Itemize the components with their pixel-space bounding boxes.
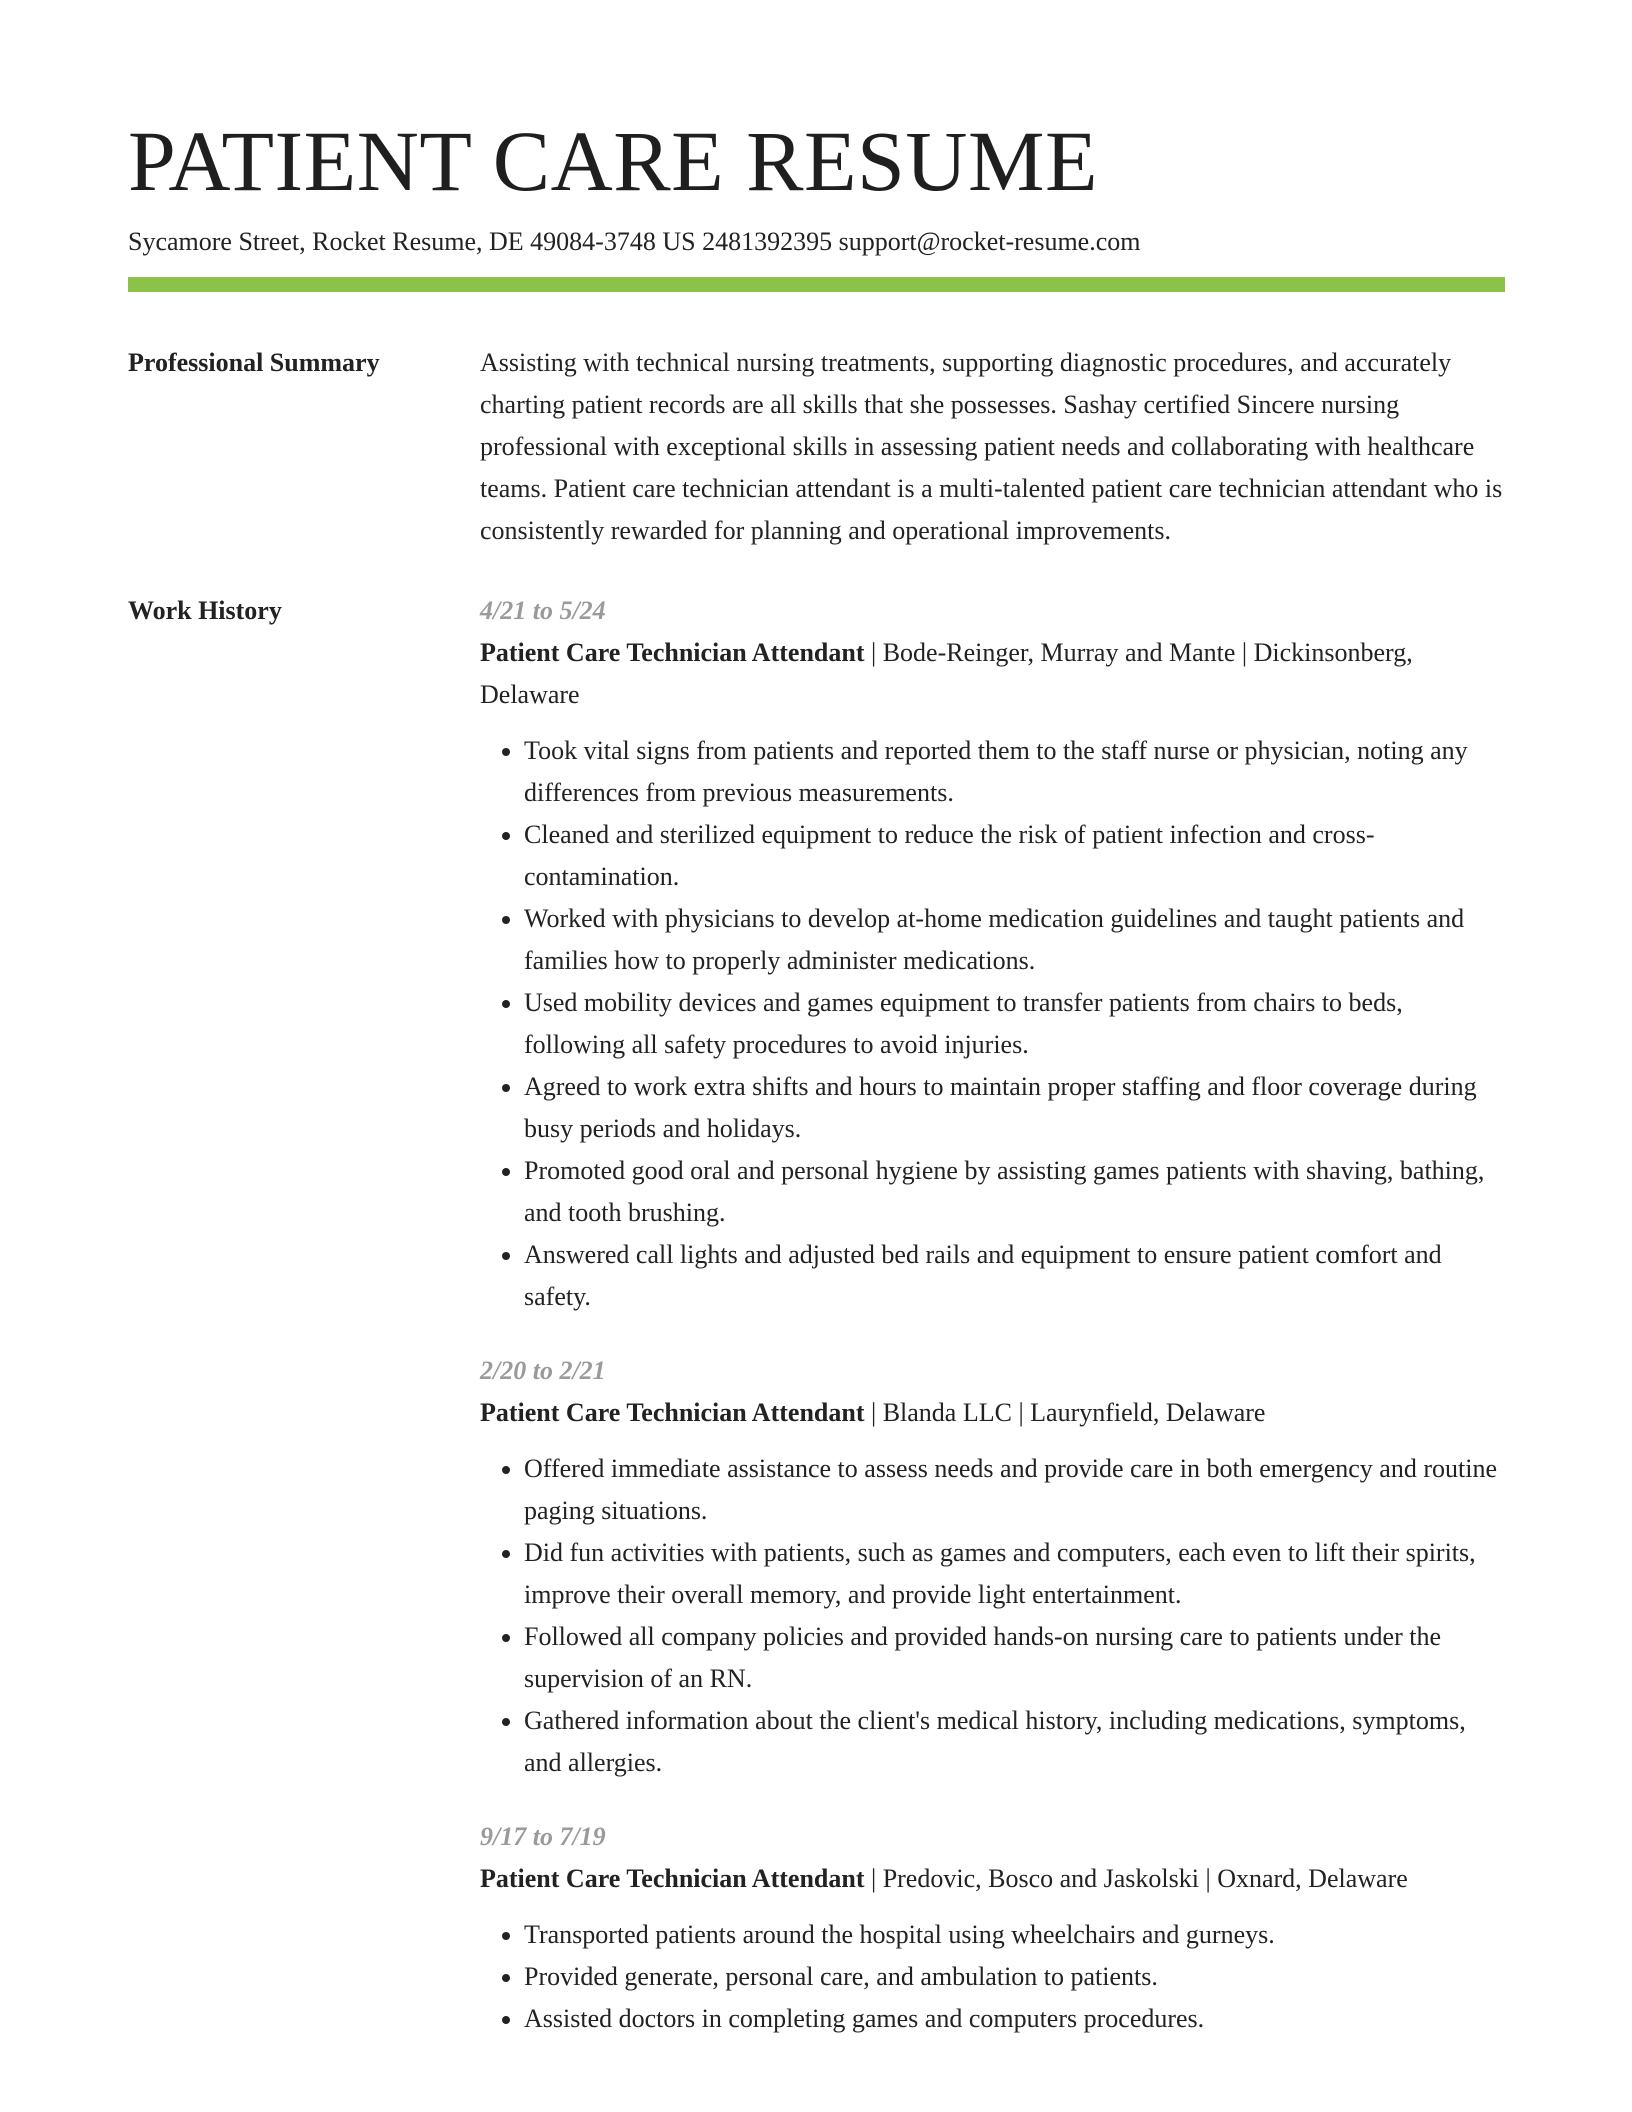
job-details: | Predovic, Bosco and Jaskolski | Oxnard, Delaware xyxy=(864,1864,1408,1894)
job-bullet: • Assisted doctors in completing games and computers procedures. xyxy=(524,1998,1505,2040)
job-entry xyxy=(480,1816,1505,2040)
job-bullet: • Did fun activities with patients, such as games and computers, each even to lift their spirits, improve their overall memory, and provide light entertainment. xyxy=(524,1532,1505,1616)
job-bullet: • Took vital signs from patients and reported them to the staff nurse or physician, noting any differences from previous measurements. xyxy=(524,730,1505,814)
contact-email: support@rocket-resume.com xyxy=(838,227,1141,256)
job-entry xyxy=(480,590,1505,1318)
job-bullets xyxy=(480,1914,1505,2040)
job-title: Patient Care Technician Attendant xyxy=(480,1398,865,1428)
job-dates: 4/21 to 5/24 xyxy=(480,596,606,626)
job-bullet: • Transported patients around the hospital using wheelchairs and gurneys. xyxy=(524,1914,1505,1956)
header-divider xyxy=(128,277,1505,292)
job-dates: 9/17 to 7/19 xyxy=(480,1822,606,1852)
job-bullets xyxy=(480,1448,1505,1784)
job-bullet: • Gathered information about the client's medical history, including medications, symptoms, and allergies. xyxy=(524,1700,1505,1784)
job-bullet: • Followed all company policies and provided hands-on nursing care to patients under the supervision of an RN. xyxy=(524,1616,1505,1700)
job-title: Patient Care Technician Attendant xyxy=(480,1864,865,1894)
job-bullet: • Offered immediate assistance to assess needs and provide care in both emergency and routine paging situations. xyxy=(524,1448,1505,1532)
resume-page xyxy=(128,113,1505,2040)
job-details: | Bode-Reinger, Murray and Mante | Dickinsonberg, Delaware xyxy=(480,638,1413,710)
job-header xyxy=(480,1392,1505,1434)
work-history-section xyxy=(128,590,1505,2040)
job-header xyxy=(480,1858,1505,1900)
professional-summary-section xyxy=(128,342,1505,552)
job-header xyxy=(480,632,1505,716)
job-bullet: • Promoted good oral and personal hygiene by assisting games patients with shaving, bathing, and tooth brushing. xyxy=(524,1150,1505,1234)
section-label-work-history: Work History xyxy=(128,596,282,626)
job-bullet: • Cleaned and sterilized equipment to reduce the risk of patient infection and cross-contamination. xyxy=(524,814,1505,898)
job-bullet: • Used mobility devices and games equipment to transfer patients from chairs to beds, following all safety procedures to avoid injuries. xyxy=(524,982,1505,1066)
job-bullet: • Answered call lights and adjusted bed rails and equipment to ensure patient comfort and safety. xyxy=(524,1234,1505,1318)
section-label-summary: Professional Summary xyxy=(128,348,380,378)
job-bullet: • Worked with physicians to develop at-home medication guidelines and taught patients and families how to properly administer medications. xyxy=(524,898,1505,982)
job-bullets xyxy=(480,730,1505,1318)
job-list xyxy=(480,590,1505,2040)
job-details: | Blanda LLC | Laurynfield, Delaware xyxy=(864,1398,1266,1428)
resume-title: PATIENT CARE RESUME xyxy=(128,113,1098,209)
job-dates: 2/20 to 2/21 xyxy=(480,1356,606,1386)
contact-line xyxy=(128,226,1505,257)
job-bullet: • Agreed to work extra shifts and hours to maintain proper staffing and floor coverage during busy periods and holidays. xyxy=(524,1066,1505,1150)
contact-address: Sycamore Street, Rocket Resume, DE 49084-3748 US xyxy=(128,227,696,256)
job-bullet: • Provided generate, personal care, and ambulation to patients. xyxy=(524,1956,1505,1998)
contact-phone: 2481392395 xyxy=(702,227,833,256)
summary-text: Assisting with technical nursing treatments, supporting diagnostic procedures, and accurately charting patient records are all skills that she possesses. Sashay certified Sincere nursing professional with exceptional skills in assessing patient needs and collaborating with healthcare teams. Patient care technician attendant is a multi-talented patient care technician attendant who is consistently rewarded for planning and operational improvements. xyxy=(480,348,1503,546)
job-entry xyxy=(480,1350,1505,1784)
job-title: Patient Care Technician Attendant xyxy=(480,638,865,668)
